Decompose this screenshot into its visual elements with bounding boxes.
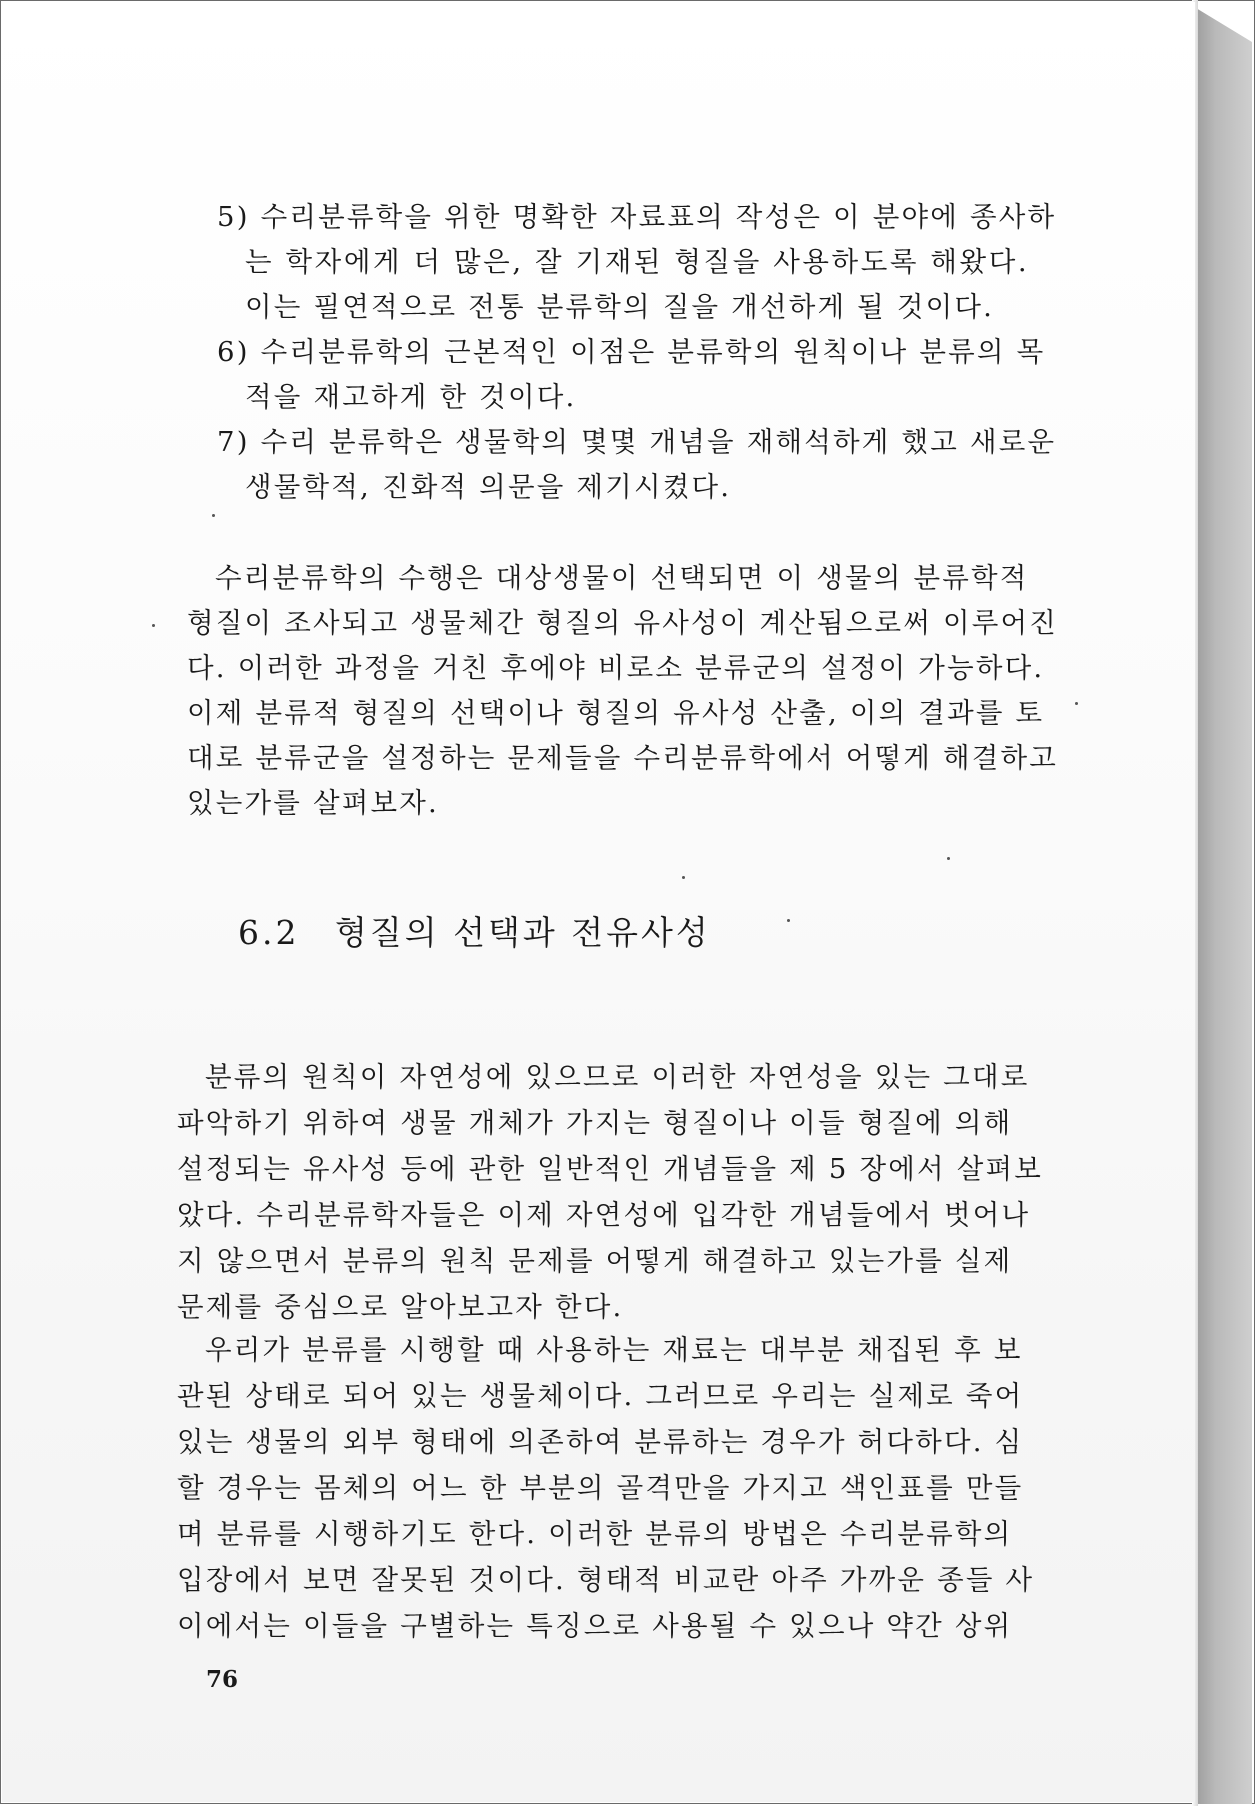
list-item-7-line-2: 생물학적, 진화적 의문을 제기시켰다. [245, 471, 732, 503]
p1-line-4: 았다. 수리분류학자들은 이제 자연성에 입각한 개념들에서 벗어나 [177, 1199, 1031, 1231]
scan-speck [947, 857, 950, 860]
p1-line-6: 문제를 중심으로 알아보고자 한다. [177, 1291, 624, 1323]
p2-line-2: 관된 상태로 되어 있는 생물체이다. 그러므로 우리는 실제로 죽어 [177, 1380, 1024, 1412]
intro-line-6: 있는가를 살펴보자. [187, 787, 440, 819]
list-item-5-line-1: 5) 수리분류학을 위한 명확한 자료표의 작성은 이 분야에 종사하 [217, 201, 1057, 233]
scan-speck [682, 876, 685, 879]
p1-line-2: 파악하기 위하여 생물 개체가 가지는 형질이나 이들 형질에 의해 [177, 1107, 1013, 1139]
p1-line-5: 지 않으면서 분류의 원칙 문제를 어떻게 해결하고 있는가를 실제 [177, 1245, 1013, 1277]
scan-speck [1075, 702, 1078, 705]
p2-line-4: 할 경우는 몸체의 어느 한 부분의 골격만을 가지고 색인표를 만들 [177, 1472, 1024, 1504]
p1-line-1: 분류의 원칙이 자연성에 있으므로 이러한 자연성을 있는 그대로 [205, 1061, 1030, 1093]
list-item-7-line-1: 7) 수리 분류학은 생물학의 몇몇 개념을 재해석하게 했고 새로운 [217, 426, 1057, 458]
list-item-6-line-1: 6) 수리분류학의 근본적인 이점은 분류학의 원칙이나 분류의 목 [217, 336, 1046, 368]
scan-speck [152, 624, 155, 627]
scan-speck [212, 514, 215, 517]
section-heading [238, 907, 711, 954]
section-title: 형질의 선택과 전유사성 [334, 913, 711, 952]
body-paragraph-2 [177, 1327, 1057, 1657]
body-paragraph-1 [177, 1054, 1057, 1334]
intro-line-4: 이제 분류적 형질의 선택이나 형질의 유사성 산출, 이의 결과를 토 [187, 697, 1045, 729]
intro-line-2: 형질이 조사되고 생물체간 형질의 유사성이 계산됨으로써 이루어진 [187, 607, 1059, 639]
p2-line-3: 있는 생물의 외부 형태에 의존하여 분류하는 경우가 허다하다. 심 [177, 1426, 1024, 1458]
intro-line-5: 대로 분류군을 설정하는 문제들을 수리분류학에서 어떻게 해결하고 [187, 742, 1059, 774]
list-item-6-line-2: 적을 재고하게 한 것이다. [245, 381, 577, 413]
p2-line-5: 며 분류를 시행하기도 한다. 이러한 분류의 방법은 수리분류학의 [177, 1518, 1013, 1550]
p2-line-7: 이에서는 이들을 구별하는 특징으로 사용될 수 있으나 약간 상위 [177, 1610, 1013, 1642]
book-page [2, 2, 1195, 1802]
intro-line-3: 다. 이러한 과정을 거친 후에야 비로소 분류군의 설정이 가능하다. [187, 652, 1045, 684]
book-page-edges [1196, 8, 1252, 1804]
p2-line-1: 우리가 분류를 시행할 때 사용하는 재료는 대부분 채집된 후 보 [205, 1334, 1023, 1366]
intro-line-1: 수리분류학의 수행은 대상생물이 선택되면 이 생물의 분류학적 [215, 562, 1029, 594]
list-item-5-line-3: 이는 필연적으로 전통 분류학의 질을 개선하게 될 것이다. [245, 291, 995, 323]
scan-speck [787, 919, 790, 922]
numbered-list [217, 194, 1057, 524]
list-item-5-line-2: 는 학자에게 더 많은, 잘 기재된 형질을 사용하도록 해왔다. [245, 246, 1030, 278]
p2-line-6: 입장에서 보면 잘못된 것이다. 형태적 비교란 아주 가까운 종들 사 [177, 1564, 1035, 1596]
section-number: 6.2 [238, 913, 300, 952]
intro-paragraph [187, 555, 1057, 835]
page-number: 76 [206, 1666, 239, 1693]
p1-line-3: 설정되는 유사성 등에 관한 일반적인 개념들을 제 5 장에서 살펴보 [177, 1153, 1044, 1185]
